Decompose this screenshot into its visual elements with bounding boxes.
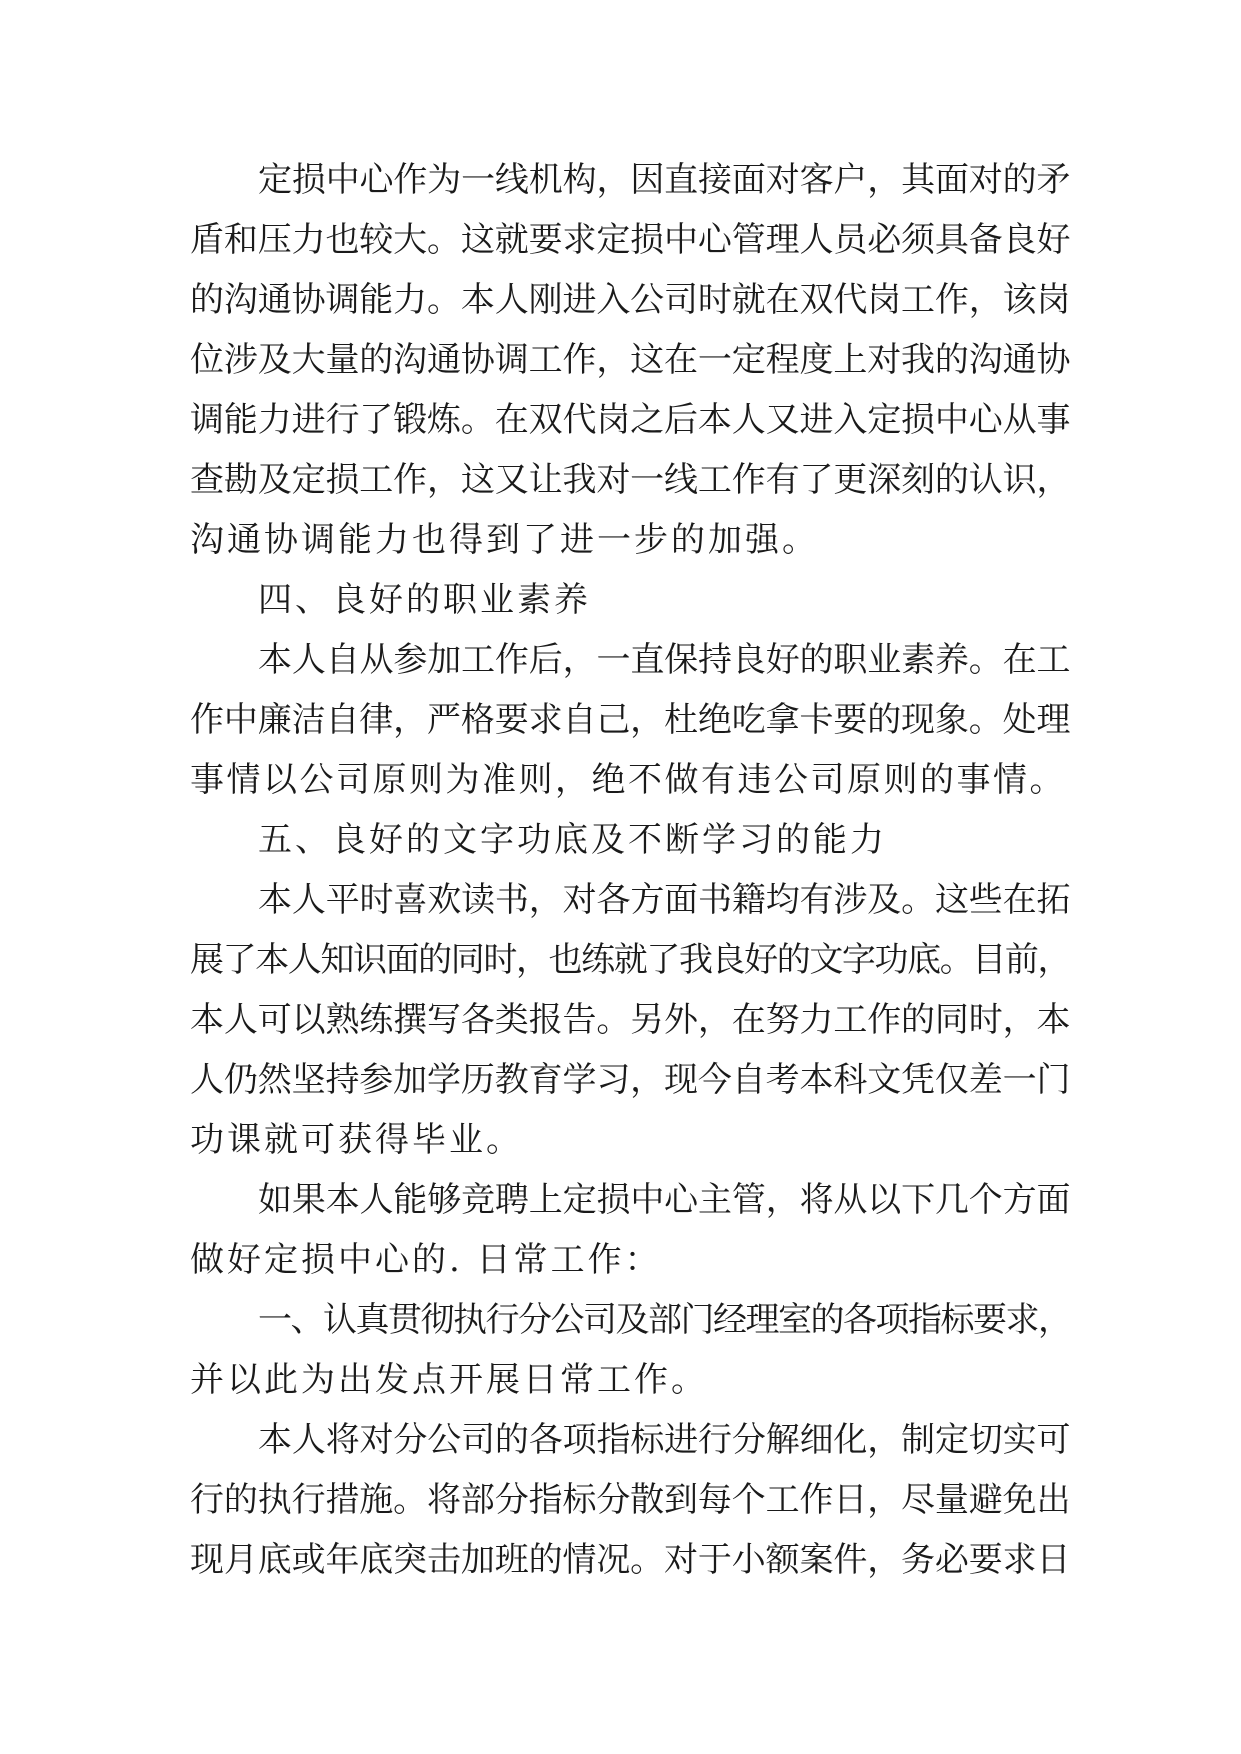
text-line: 现月底或年底突击加班的情况。对于小额案件，务必要求日	[190, 1540, 1070, 1580]
text-line: 盾和压力也较大。这就要求定损中心管理人员必须具备良好	[190, 220, 1070, 260]
text-line: 作中廉洁自律，严格要求自己，杜绝吃拿卡要的现象。处理	[190, 700, 1070, 740]
text-line: 位涉及大量的沟通协调工作，这在一定程度上对我的沟通协	[190, 340, 1070, 380]
text-line: 人仍然坚持参加学历教育学习，现今自考本科文凭仅差一门	[190, 1060, 1070, 1100]
text-line: 本人可以熟练撰写各类报告。另外，在努力工作的同时，本	[190, 1000, 1070, 1040]
text-line: 如果本人能够竞聘上定损中心主管，将从以下几个方面	[258, 1180, 1070, 1220]
text-line: 功课就可获得毕业。	[190, 1120, 523, 1160]
text-line: 事情以公司原则为准则，绝不做有违公司原则的事情。	[190, 760, 1066, 800]
text-line: 的沟通协调能力。本人刚进入公司时就在双代岗工作，该岗	[190, 280, 1070, 320]
text-line: 调能力进行了锻炼。在双代岗之后本人又进入定损中心从事	[190, 400, 1070, 440]
text-line: 查勘及定损工作，这又让我对一线工作有了更深刻的认识，	[190, 460, 1070, 500]
text-line: 展了本人知识面的同时，也练就了我良好的文字功底。目前，	[190, 940, 1070, 980]
document-body	[190, 150, 1070, 1590]
text-line: 本人将对分公司的各项指标进行分解细化，制定切实可	[258, 1420, 1070, 1460]
text-line: 并以此为出发点开展日常工作。	[190, 1360, 708, 1400]
text-line: 本人自从参加工作后，一直保持良好的职业素养。在工	[258, 640, 1070, 680]
text-line: 定损中心作为一线机构，因直接面对客户，其面对的矛	[258, 160, 1070, 200]
text-line: 做好定损中心的. 日常工作：	[190, 1240, 662, 1280]
text-line: 行的执行措施。将部分指标分散到每个工作日，尽量避免出	[190, 1480, 1070, 1520]
text-line: 本人平时喜欢读书，对各方面书籍均有涉及。这些在拓	[258, 880, 1070, 920]
text-line: 沟通协调能力也得到了进一步的加强。	[190, 520, 819, 560]
text-line: 一、认真贯彻执行分公司及部门经理室的各项指标要求，	[258, 1300, 1070, 1340]
section-heading: 五、良好的文字功底及不断学习的能力	[258, 820, 887, 860]
section-heading: 四、良好的职业素养	[258, 580, 591, 620]
